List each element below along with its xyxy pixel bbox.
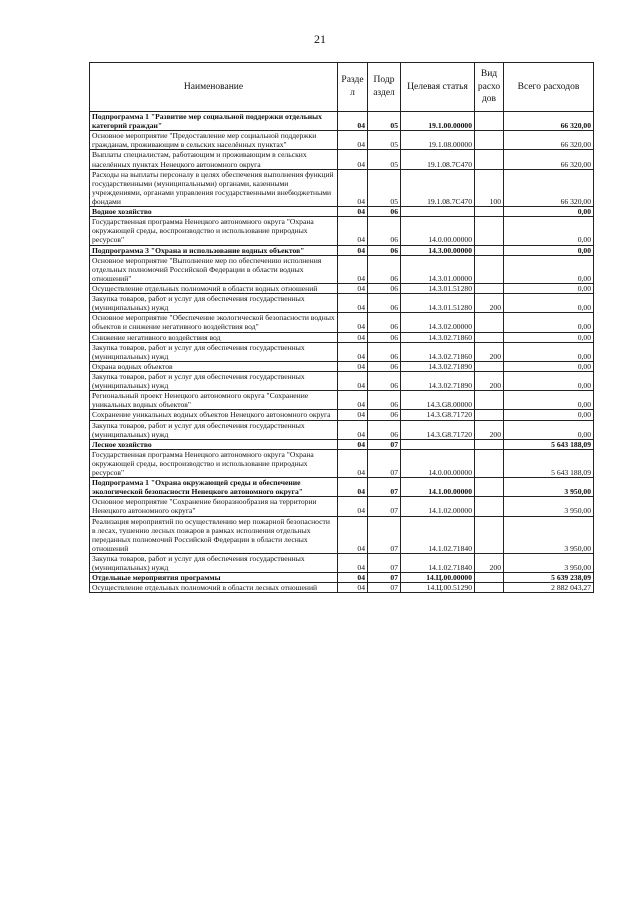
table-row [90, 283, 594, 293]
cell-razdel: 04 [338, 112, 368, 131]
cell-expense-type [475, 255, 504, 283]
cell-total: 66 320,00 [504, 112, 594, 131]
cell-total: 3 950,00 [504, 554, 594, 573]
cell-razdel: 04 [338, 449, 368, 477]
cell-name: Лесное хозяйство [90, 439, 338, 449]
cell-podrazdel: 05 [368, 169, 401, 206]
cell-razdel: 04 [338, 554, 368, 573]
cell-expense-type: 100 [475, 169, 504, 206]
table-row [90, 332, 594, 342]
cell-total: 0,00 [504, 255, 594, 283]
table-row [90, 371, 594, 390]
cell-podrazdel: 06 [368, 283, 401, 293]
cell-podrazdel: 06 [368, 342, 401, 361]
cell-total: 0,00 [504, 361, 594, 371]
cell-name: Реализация мероприятий по осуществлению мер пожарной безопасности в лесах, тушению лесных пожаров в рамках исполнения отдельных переданных полномочий Российской Федерации в области лесных отношений [90, 516, 338, 553]
table-row [90, 439, 594, 449]
cell-name: Подпрограмма 1 "Охрана окружающей среды и обеспечение экологической безопасности Ненецкого автономного округа" [90, 478, 338, 497]
cell-target-article: 14.3.02.71890 [401, 361, 475, 371]
table-row [90, 420, 594, 439]
cell-razdel: 04 [338, 217, 368, 245]
cell-total: 0,00 [504, 217, 594, 245]
cell-name: Основное мероприятие "Выполнение мер по обеспечению исполнения отдельных полномочий Российской Федерации в области водных отношений" [90, 255, 338, 283]
table-row [90, 449, 594, 477]
cell-name: Отдельные мероприятия программы [90, 573, 338, 583]
cell-name: Снижение негативного воздействия вод [90, 332, 338, 342]
table-row [90, 573, 594, 583]
cell-target-article: 19.1.08.00000 [401, 131, 475, 150]
cell-expense-type [475, 449, 504, 477]
header-total: Всего расходов [504, 63, 594, 112]
table-row [90, 169, 594, 206]
cell-podrazdel: 07 [368, 478, 401, 497]
cell-name: Основное мероприятие "Предоставление мер социальной поддержки гражданам, проживающим в сельских населённых пунктах" [90, 131, 338, 150]
cell-podrazdel: 07 [368, 439, 401, 449]
cell-podrazdel: 06 [368, 371, 401, 390]
cell-expense-type [475, 439, 504, 449]
cell-razdel: 04 [338, 342, 368, 361]
cell-podrazdel: 07 [368, 554, 401, 573]
cell-name: Закупка товаров, работ и услуг для обеспечения государственных (муниципальных) нужд [90, 554, 338, 573]
cell-name: Основное мероприятие "Обеспечение экологической безопасности водных объектов и снижение негативного воздействия вод" [90, 313, 338, 332]
cell-podrazdel: 06 [368, 420, 401, 439]
cell-podrazdel: 05 [368, 150, 401, 169]
cell-total: 0,00 [504, 410, 594, 420]
cell-razdel: 04 [338, 169, 368, 206]
cell-razdel: 04 [338, 391, 368, 410]
cell-name: Закупка товаров, работ и услуг для обеспечения государственных (муниципальных) нужд [90, 371, 338, 390]
cell-target-article: 14.1.00.00000 [401, 478, 475, 497]
cell-target-article: 14.3.02.71890 [401, 371, 475, 390]
cell-podrazdel: 06 [368, 361, 401, 371]
cell-expense-type [475, 131, 504, 150]
cell-expense-type [475, 583, 504, 593]
cell-razdel: 04 [338, 207, 368, 217]
table-row [90, 150, 594, 169]
cell-name: Водное хозяйство [90, 207, 338, 217]
cell-expense-type [475, 361, 504, 371]
cell-podrazdel: 06 [368, 217, 401, 245]
cell-total: 0,00 [504, 283, 594, 293]
cell-expense-type [475, 245, 504, 255]
cell-name: Закупка товаров, работ и услуг для обеспечения государственных (муниципальных) нужд [90, 420, 338, 439]
header-target-article: Целевая статья [401, 63, 475, 112]
cell-total: 0,00 [504, 391, 594, 410]
table-row [90, 516, 594, 553]
cell-expense-type [475, 497, 504, 516]
cell-target-article: 14.3.02.71860 [401, 342, 475, 361]
cell-name: Закупка товаров, работ и услуг для обеспечения государственных (муниципальных) нужд [90, 342, 338, 361]
cell-total: 3 950,00 [504, 497, 594, 516]
cell-podrazdel: 07 [368, 516, 401, 553]
cell-expense-type: 200 [475, 420, 504, 439]
table-row [90, 294, 594, 313]
cell-target-article: 14.Ц.00.00000 [401, 573, 475, 583]
cell-total: 5 643 188,09 [504, 449, 594, 477]
cell-total: 0,00 [504, 342, 594, 361]
cell-target-article: 14.1.02.71840 [401, 554, 475, 573]
cell-target-article: 14.Ц.00.51290 [401, 583, 475, 593]
table-row [90, 313, 594, 332]
cell-target-article: 14.3.G8.00000 [401, 391, 475, 410]
cell-podrazdel: 07 [368, 573, 401, 583]
cell-target-article: 14.3.G8.71720 [401, 420, 475, 439]
cell-target-article: 14.3.01.51280 [401, 283, 475, 293]
cell-expense-type [475, 332, 504, 342]
cell-expense-type [475, 112, 504, 131]
cell-podrazdel: 06 [368, 410, 401, 420]
cell-total: 0,00 [504, 313, 594, 332]
cell-razdel: 04 [338, 332, 368, 342]
cell-expense-type [475, 217, 504, 245]
cell-podrazdel: 05 [368, 131, 401, 150]
cell-podrazdel: 06 [368, 294, 401, 313]
cell-expense-type: 200 [475, 554, 504, 573]
cell-target-article: 14.1.02.00000 [401, 497, 475, 516]
cell-total: 3 950,00 [504, 478, 594, 497]
cell-target-article: 19.1.00.00000 [401, 112, 475, 131]
table-row [90, 361, 594, 371]
cell-total: 0,00 [504, 420, 594, 439]
cell-expense-type [475, 313, 504, 332]
cell-name: Выплаты специалистам, работающим и проживающим в сельских населённых пунктах Ненецкого автономного округа [90, 150, 338, 169]
cell-expense-type [475, 410, 504, 420]
cell-total: 0,00 [504, 207, 594, 217]
header-name: Наименование [90, 63, 338, 112]
cell-razdel: 04 [338, 294, 368, 313]
table-row [90, 255, 594, 283]
table-row [90, 207, 594, 217]
cell-podrazdel: 06 [368, 332, 401, 342]
cell-razdel: 04 [338, 313, 368, 332]
cell-razdel: 04 [338, 410, 368, 420]
cell-total: 2 882 043,27 [504, 583, 594, 593]
cell-podrazdel: 06 [368, 207, 401, 217]
cell-target-article: 14.0.00.00000 [401, 449, 475, 477]
cell-razdel: 04 [338, 255, 368, 283]
cell-total: 5 639 238,09 [504, 573, 594, 583]
cell-razdel: 04 [338, 245, 368, 255]
cell-name: Охрана водных объектов [90, 361, 338, 371]
cell-name: Осуществление отдельных полномочий в области лесных отношений [90, 583, 338, 593]
cell-razdel: 04 [338, 150, 368, 169]
cell-expense-type [475, 573, 504, 583]
cell-podrazdel: 06 [368, 391, 401, 410]
cell-total: 0,00 [504, 371, 594, 390]
cell-razdel: 04 [338, 478, 368, 497]
cell-total: 3 950,00 [504, 516, 594, 553]
cell-razdel: 04 [338, 583, 368, 593]
cell-total: 0,00 [504, 332, 594, 342]
table-row [90, 497, 594, 516]
cell-razdel: 04 [338, 131, 368, 150]
cell-total: 0,00 [504, 245, 594, 255]
cell-target-article [401, 207, 475, 217]
table-header-row [90, 63, 594, 112]
cell-podrazdel: 06 [368, 255, 401, 283]
cell-expense-type [475, 391, 504, 410]
cell-target-article: 14.3.02.00000 [401, 313, 475, 332]
cell-expense-type [475, 150, 504, 169]
header-podrazdel: Подр аздел [368, 63, 401, 112]
cell-name: Расходы на выплаты персоналу в целях обеспечения выполнения функций государственными (муниципальными) органами, казенными учреждениями, органами управления государственными внебюджетными фондами [90, 169, 338, 206]
cell-target-article: 14.0.00.00000 [401, 217, 475, 245]
cell-name: Подпрограмма 3 "Охрана и использование водных объектов" [90, 245, 338, 255]
cell-target-article [401, 439, 475, 449]
cell-podrazdel: 07 [368, 449, 401, 477]
header-expense-type: Вид расхо дов [475, 63, 504, 112]
table-row [90, 478, 594, 497]
cell-name: Сохранение уникальных водных объектов Ненецкого автономного округа [90, 410, 338, 420]
cell-podrazdel: 07 [368, 497, 401, 516]
header-razdel: Разде л [338, 63, 368, 112]
cell-name: Региональный проект Ненецкого автономного округа "Сохранение уникальных водных объектов" [90, 391, 338, 410]
table-row [90, 391, 594, 410]
cell-expense-type [475, 516, 504, 553]
cell-target-article: 14.3.01.51280 [401, 294, 475, 313]
cell-razdel: 04 [338, 516, 368, 553]
cell-expense-type: 200 [475, 342, 504, 361]
cell-razdel: 04 [338, 283, 368, 293]
table-row [90, 112, 594, 131]
cell-total: 5 643 188,09 [504, 439, 594, 449]
cell-expense-type: 200 [475, 371, 504, 390]
table-body [90, 112, 594, 593]
cell-target-article: 14.3.01.00000 [401, 255, 475, 283]
cell-razdel: 04 [338, 573, 368, 583]
table-row [90, 131, 594, 150]
cell-podrazdel: 06 [368, 245, 401, 255]
table-row [90, 583, 594, 593]
cell-total: 66 320,00 [504, 150, 594, 169]
cell-razdel: 04 [338, 420, 368, 439]
cell-name: Осуществление отдельных полномочий в области водных отношений [90, 283, 338, 293]
cell-target-article: 14.1.02.71840 [401, 516, 475, 553]
cell-expense-type [475, 207, 504, 217]
cell-expense-type [475, 478, 504, 497]
page-number: 21 [314, 32, 326, 46]
cell-target-article: 14.3.00.00000 [401, 245, 475, 255]
cell-target-article: 14.3.02.71860 [401, 332, 475, 342]
cell-name: Подпрограмма 1 "Развитие мер социальной поддержки отдельных категорий граждан" [90, 112, 338, 131]
cell-name: Государственная программа Ненецкого автономного округа "Охрана окружающей среды, воспроизводство и использование природных ресурсов" [90, 217, 338, 245]
cell-expense-type: 200 [475, 294, 504, 313]
cell-total: 66 320,00 [504, 169, 594, 206]
cell-target-article: 14.3.G8.71720 [401, 410, 475, 420]
cell-razdel: 04 [338, 497, 368, 516]
cell-total: 0,00 [504, 294, 594, 313]
cell-name: Государственная программа Ненецкого автономного округа "Охрана окружающей среды, воспроизводство и использование природных ресурсов" [90, 449, 338, 477]
cell-razdel: 04 [338, 371, 368, 390]
cell-total: 66 320,00 [504, 131, 594, 150]
cell-podrazdel: 07 [368, 583, 401, 593]
table-row [90, 410, 594, 420]
cell-razdel: 04 [338, 361, 368, 371]
cell-podrazdel: 06 [368, 313, 401, 332]
cell-razdel: 04 [338, 439, 368, 449]
cell-target-article: 19.1.08.7С470 [401, 169, 475, 206]
table-row [90, 342, 594, 361]
budget-table [89, 62, 594, 593]
cell-name: Закупка товаров, работ и услуг для обеспечения государственных (муниципальных) нужд [90, 294, 338, 313]
cell-target-article: 19.1.08.7С470 [401, 150, 475, 169]
cell-name: Основное мероприятие "Сохранение биоразнообразия на территории Ненецкого автономного округа" [90, 497, 338, 516]
table-row [90, 554, 594, 573]
table-row [90, 245, 594, 255]
cell-podrazdel: 05 [368, 112, 401, 131]
cell-expense-type [475, 283, 504, 293]
table-row [90, 217, 594, 245]
